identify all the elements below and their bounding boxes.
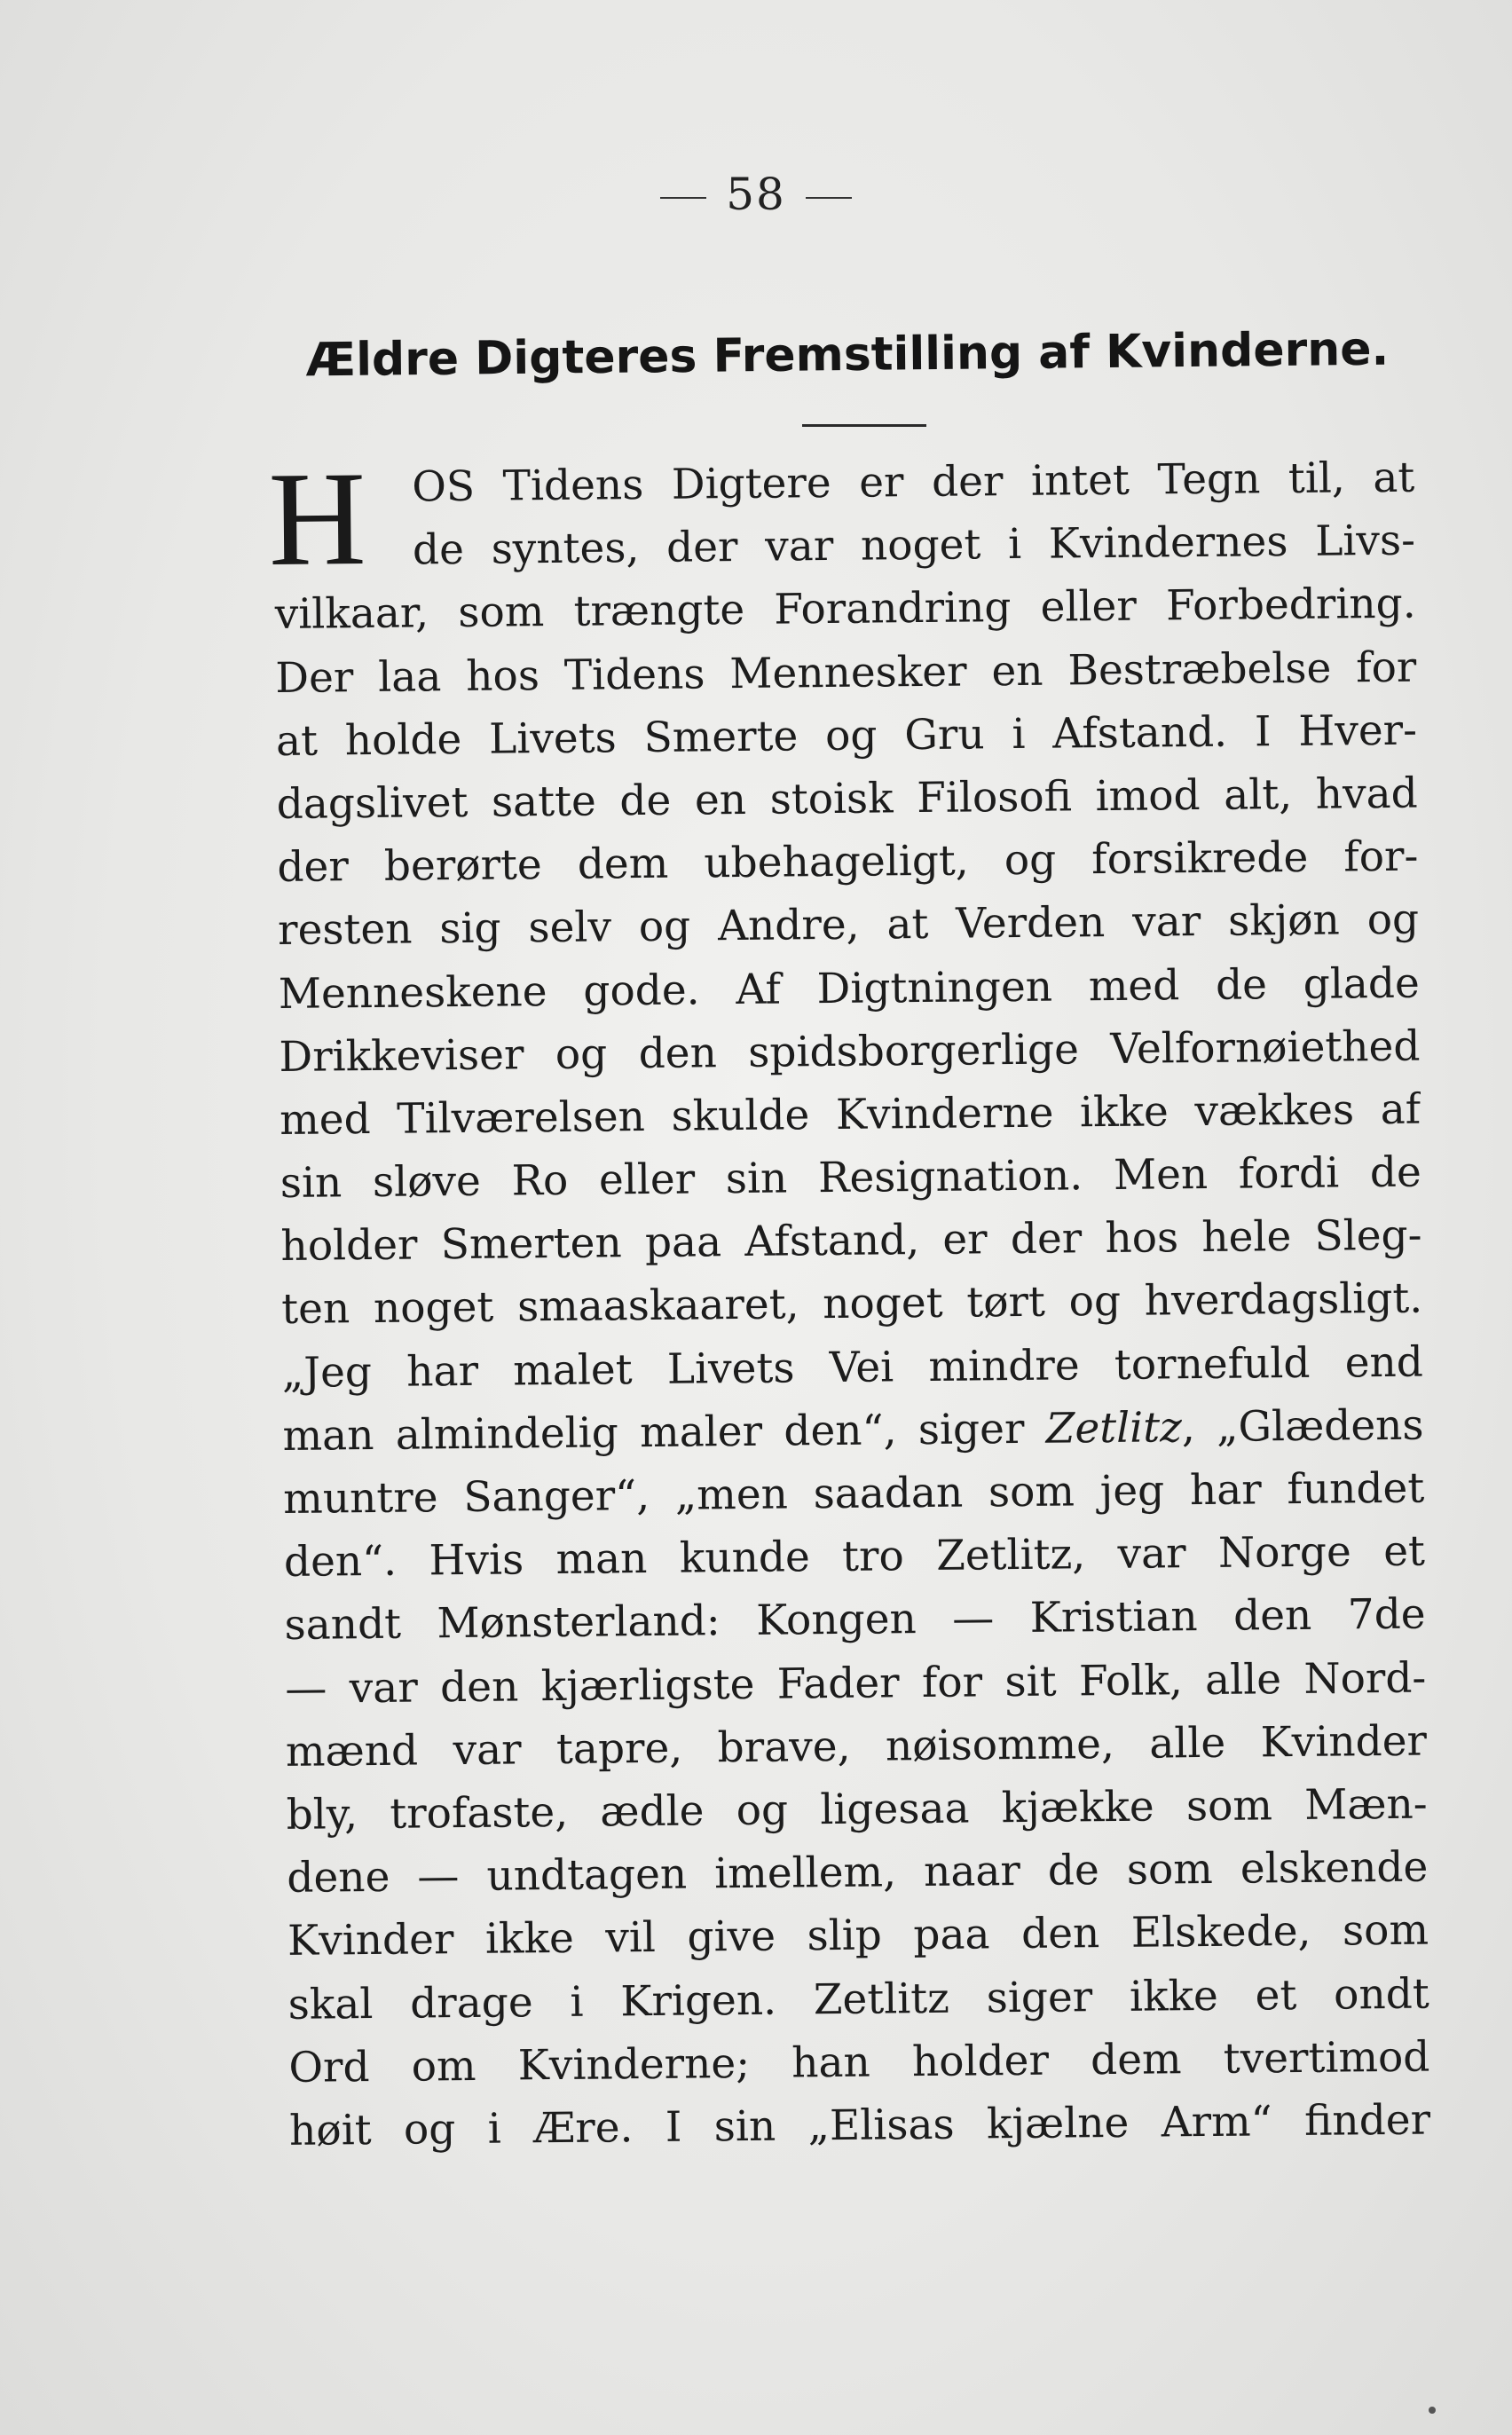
text-line: OS Tidens Digtere er der intet Tegn til, at [412,453,1415,512]
heading-rule [802,424,926,427]
body-text [267,444,1431,2163]
text-line: mænd var tapre, brave, nøisomme, alle Kvinder [285,1716,1428,1777]
text-line: Der laa hos Tidens Mennesker en Bestræbelse for [275,642,1417,703]
text-line: dene — undtagen imellem, naar de som elskende [287,1842,1429,1903]
text-line: holder Smerten paa Afstand, er der hos hele Sleg- [280,1210,1422,1272]
text-line: muntre Sanger“, „men saadan som jeg har fundet [283,1463,1425,1524]
text-line: bly, trofaste, ædle og ligesaa kjække som Mæn- [286,1779,1428,1840]
page-number [0,169,1512,220]
text-line: Ord om Kvinderne; han holder dem tvertimod [288,2032,1430,2092]
text-line: dagslivet satte de en stoisk Filosofi imod alt, hvad [276,768,1418,829]
text-line: med Tilværelsen skulde Kvinderne ikke vækkes af [279,1084,1421,1145]
text-line: ten noget smaaskaaret, noget tørt og hverdagsligt. [280,1274,1423,1335]
text-line: de syntes, der var noget i Kvindernes Livs- [412,516,1416,575]
text-line: sin sløve Ro eller sin Resignation. Men fordi de [280,1147,1422,1209]
page-number-dash-left [660,197,706,199]
text-line-with-italic [282,1393,1424,1468]
text-line: Drikkeviser og den spidsborgerlige Velfornøiethed [279,1021,1421,1082]
text-line: Menneskene gode. Af Digtningen med de glade [278,958,1421,1019]
text-line: vilkaar, som trængte Forandring eller Forbedring. [274,579,1416,640]
text-line: den“. Hvis man kunde tro Zetlitz, var Norge et [283,1526,1426,1588]
page-number-value: 58 [726,169,786,220]
text-line: „Jeg har malet Livets Vei mindre tornefuld end [281,1337,1424,1398]
chapter-heading: Ældre Digteres Fremstilling af Kvinderne. [305,322,1390,388]
text-segment: , „Glædens [1181,1400,1424,1453]
text-line: at holde Livets Smerte og Gru i Afstand. I Hver- [275,705,1418,766]
text-line: skal drage i Krigen. Zetlitz siger ikke et ondt [287,1969,1429,2029]
text-line: Kvinder ikke vil give slip paa den Elskede, som [287,1905,1429,1966]
text-line: høit og i Ære. I sin „Elisas kjælne Arm“ finder [288,2095,1431,2155]
italic-name: Zetlitz [1045,1403,1183,1454]
page-number-dash-right [806,197,852,199]
paper-speck [1429,2407,1436,2414]
text-line: — var den kjærligste Fader for sit Folk, alle Nord- [285,1653,1427,1714]
text-segment: man almindelig maler den“, siger [282,1404,1025,1461]
drop-cap: H [267,444,367,595]
text-line: der berørte dem ubehageligt, og forsikrede for- [277,831,1419,893]
text-line: sandt Mønsterland: Kongen — Kristian den 7de [284,1589,1426,1651]
text-line: resten sig selv og Andre, at Verden var skjøn og [277,894,1420,956]
